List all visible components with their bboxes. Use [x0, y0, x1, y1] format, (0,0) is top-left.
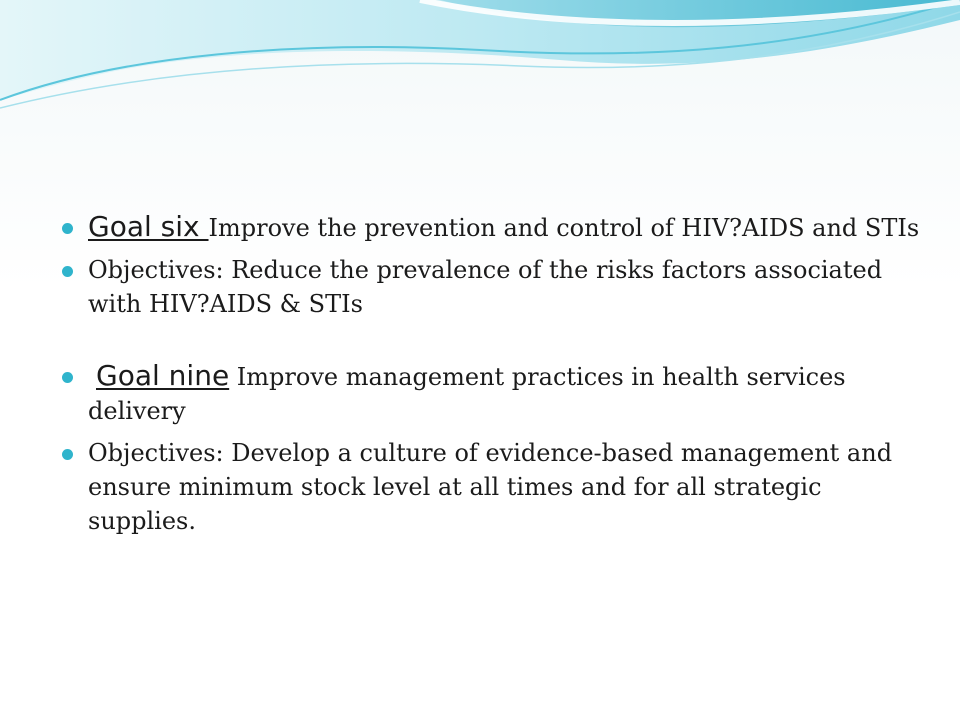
goal-six-heading: Goal six: [88, 210, 209, 243]
slide-content: [60, 210, 920, 538]
bullet-goal-six: [60, 210, 920, 245]
bullet-goal-nine: [60, 359, 920, 428]
wave-header-icon: [0, 0, 960, 120]
bullet-goal-nine-objectives: [60, 436, 920, 538]
goal-nine-objectives-text: Objectives: Develop a culture of evidence-based management and ensure minimum stock level at all times and for all strategic supplies.: [88, 439, 893, 535]
goal-nine-heading: Goal nine: [96, 359, 230, 392]
bullet-goal-six-objectives: [60, 253, 920, 321]
goal-six-text: Improve the prevention and control of HIV?AIDS and STIs: [208, 214, 920, 242]
goal-nine-text: Improve management practices in health services delivery: [88, 363, 846, 425]
goal-six-objectives-text: Objectives: Reduce the prevalence of the risks factors associated with HIV?AIDS & STIs: [88, 256, 883, 318]
